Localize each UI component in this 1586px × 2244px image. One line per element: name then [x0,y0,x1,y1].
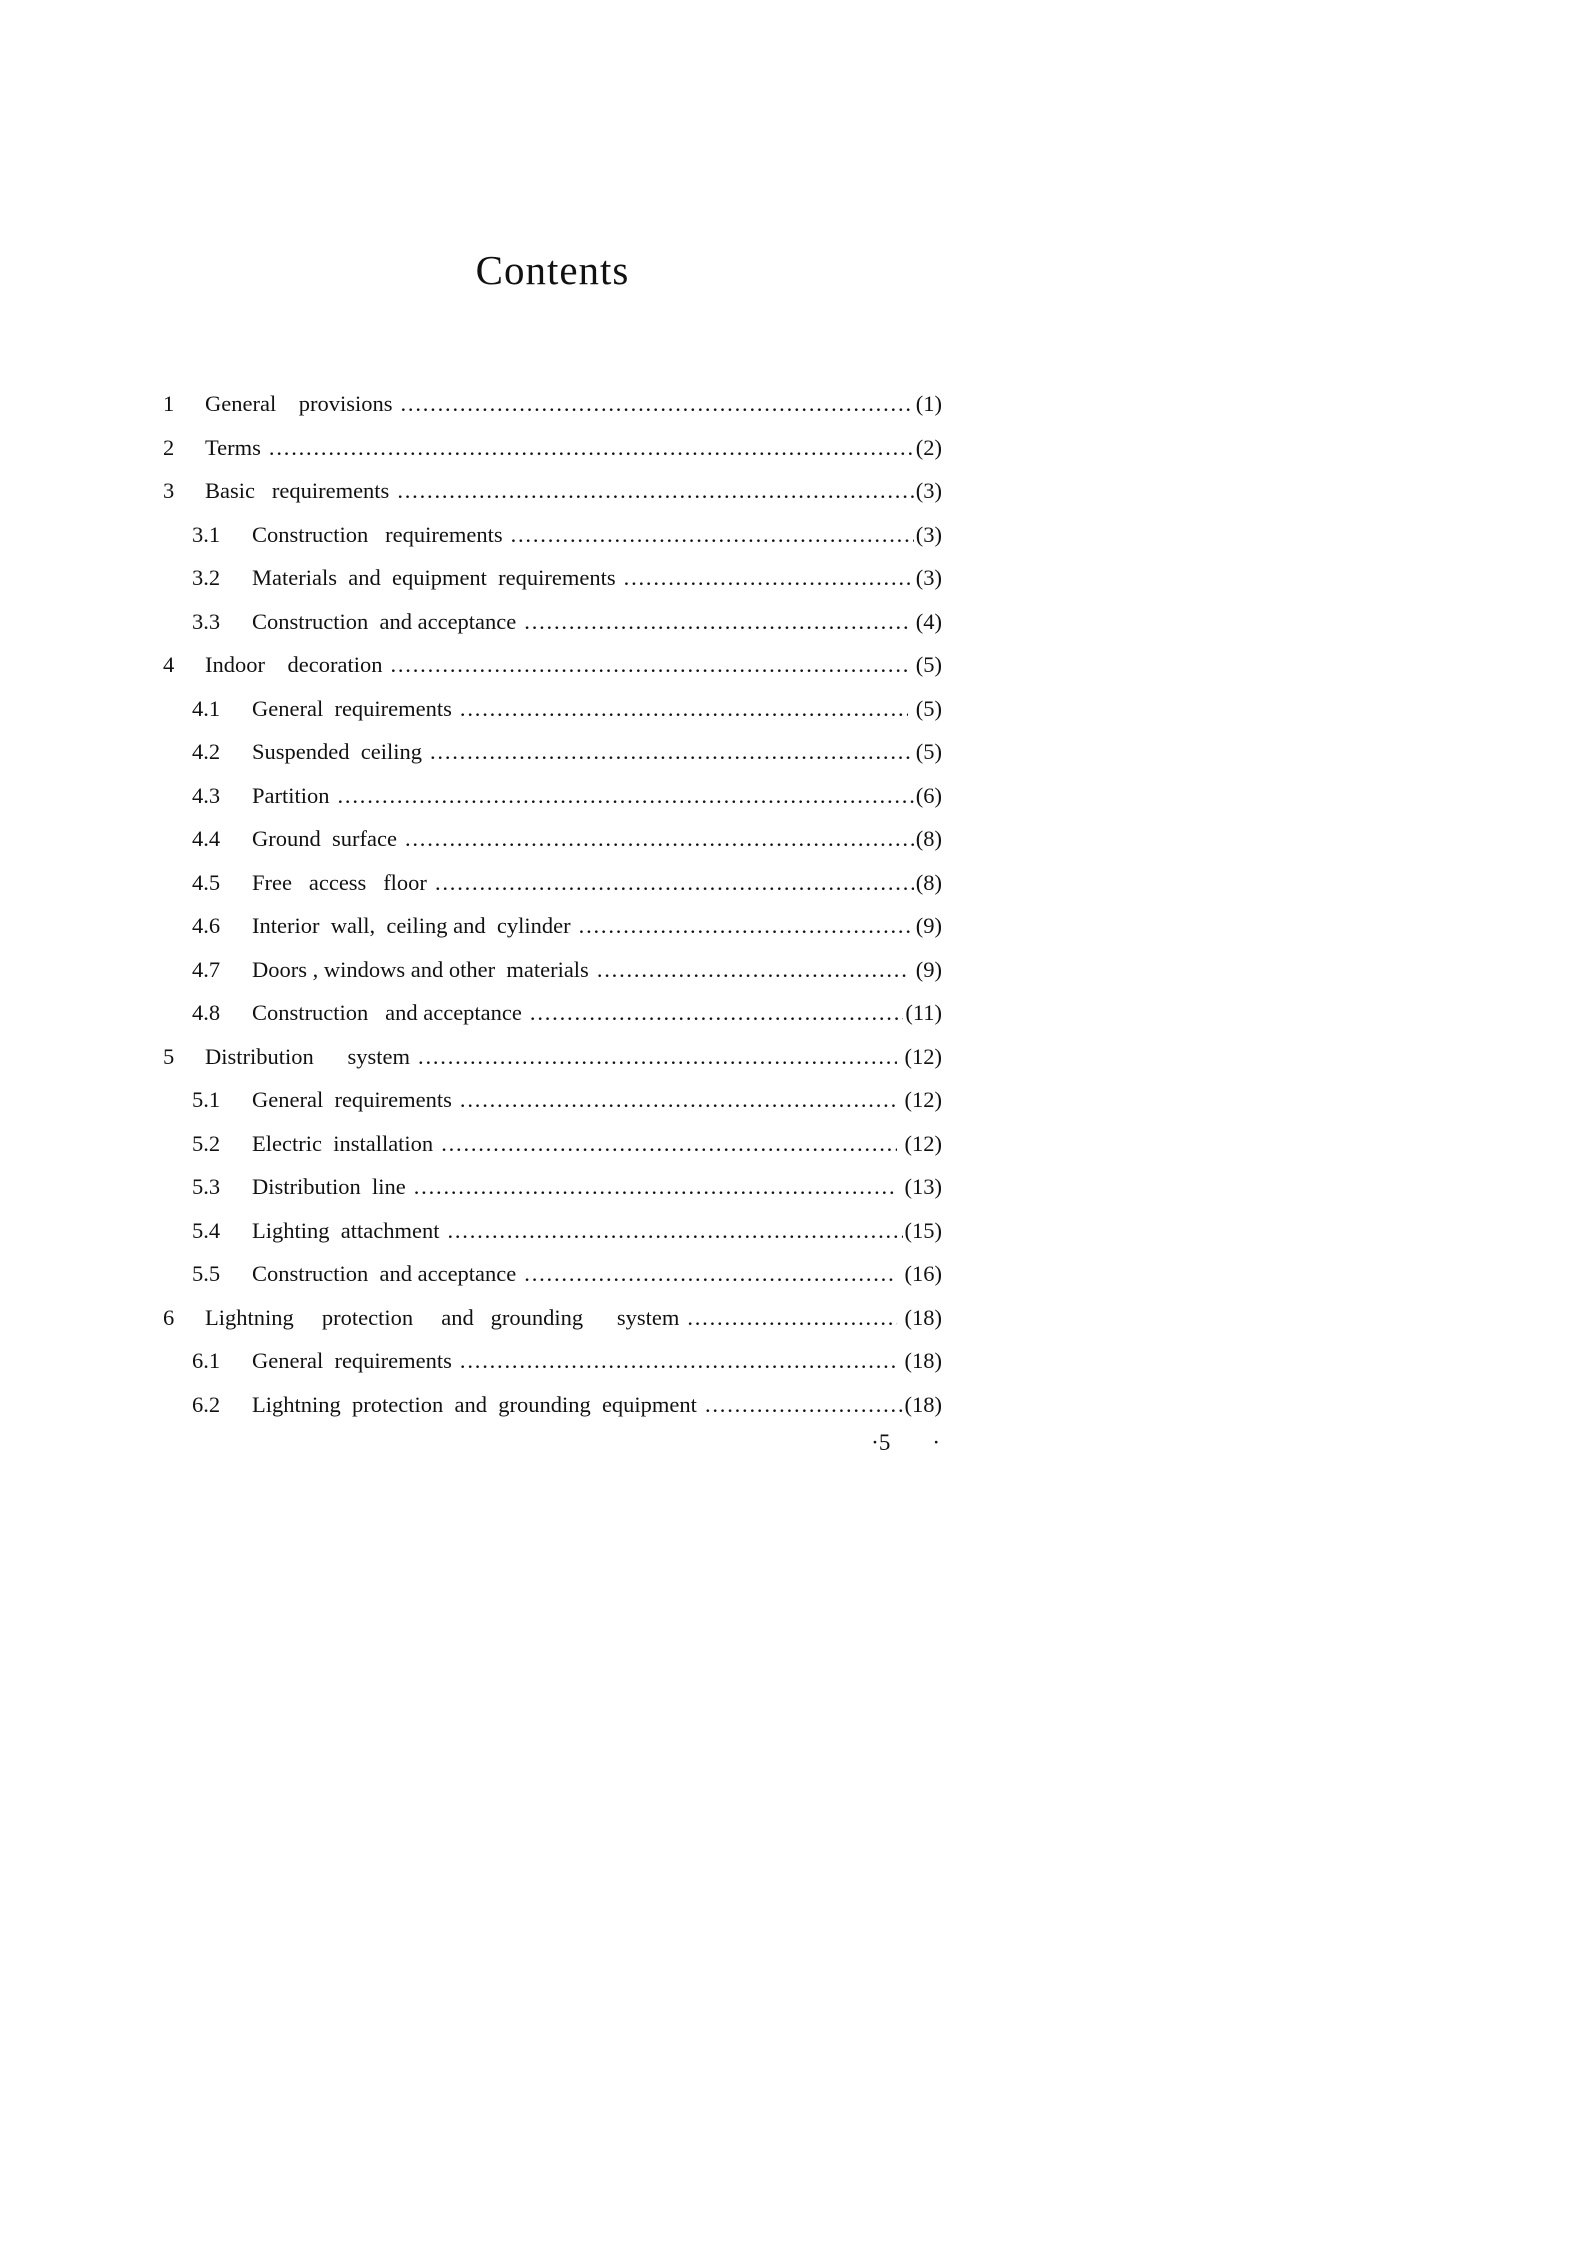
toc-entry [163,556,942,600]
toc-entry-label: Construction and acceptance [252,608,517,634]
toc-entry [163,1209,942,1253]
toc-entry-label: Distribution system [205,1043,411,1069]
toc-entry-label: Lighting attachment [252,1217,440,1243]
toc-page-number: (4) [910,608,942,634]
toc-entry-number: 4.1 [192,695,221,721]
toc-page-number: (3) [915,521,942,547]
toc-page-number: (8) [915,869,942,895]
toc-dots-leader [390,643,908,687]
toc-entry-label: Lightning protection and grounding equipment [252,1391,697,1417]
toc-entry-label: Free access floor [252,869,427,895]
toc-entry-number: 3 [163,478,175,503]
toc-entry-number: 4 [163,652,175,677]
toc-entry-number: 4.5 [192,869,221,895]
toc-entry-label: Construction and acceptance [252,1000,522,1025]
toc-page-number: (18) [898,1304,942,1330]
toc-entry-label: Lightning protection and grounding system [205,1304,680,1330]
toc-entry-number: 3.1 [192,521,221,547]
toc-entry-number: 6.1 [192,1348,221,1373]
toc-dots-leader [524,1252,897,1296]
toc-entry-label: Indoor decoration [205,652,383,677]
toc-entry [163,1296,942,1340]
table-of-contents [163,382,942,1426]
content-column [163,0,942,1456]
toc-entry [163,687,942,731]
footer-page-number: ·5 [871,1430,891,1455]
toc-entry-label: Interior wall, ceiling and cylinder [252,913,571,938]
toc-entry-number: 2 [163,434,175,460]
toc-entry [163,513,942,557]
toc-page-number: (1) [915,391,942,416]
toc-entry [163,991,942,1035]
toc-entry-label: Ground surface [252,826,397,851]
toc-dots-leader [418,1035,897,1079]
toc-entry [163,382,942,426]
toc-entry [163,904,942,948]
toc-entry-label: Terms [205,434,261,460]
toc-page-number: (12) [898,1087,942,1112]
toc-dots-leader [705,1383,903,1427]
toc-entry-number: 6.2 [192,1391,221,1417]
toc-page-number: (12) [898,1130,942,1156]
toc-dots-leader [269,426,914,470]
toc-dots-leader [447,1209,902,1253]
toc-entry-number: 4.2 [192,739,221,764]
toc-dots-leader [338,774,914,818]
toc-dots-leader [441,1122,897,1166]
page-footer [163,1430,942,1456]
toc-entry-number: 5.2 [192,1130,221,1156]
footer-dot: · [932,1430,940,1455]
toc-entry [163,730,942,774]
toc-entry-number: 5.4 [192,1217,221,1243]
toc-entry [163,1035,942,1079]
toc-entry [163,1252,942,1296]
toc-page-number: (3) [915,478,942,503]
toc-page-number: (5) [910,695,942,721]
toc-entry [163,861,942,905]
toc-entry-number: 4.7 [192,956,221,982]
page-title: Contents [475,247,630,293]
toc-entry-label: Distribution line [252,1174,406,1199]
toc-entry-number: 4.3 [192,782,221,808]
toc-dots-leader [624,556,914,600]
toc-dots-leader [435,861,914,905]
toc-entry-number: 5.3 [192,1174,221,1199]
toc-page-number: (9) [910,956,942,982]
toc-page-number: (2) [915,434,942,460]
toc-entry-number: 5 [163,1043,175,1069]
toc-page-number: (18) [898,1348,942,1373]
toc-entry-label: Electric installation [252,1130,434,1156]
toc-dots-leader [397,469,913,513]
toc-page-number: (3) [915,565,942,590]
toc-entry [163,643,942,687]
toc-entry [163,1383,942,1427]
toc-dots-leader [414,1165,897,1209]
toc-page-number: (18) [904,1391,942,1417]
toc-dots-leader [430,730,914,774]
toc-entry [163,600,942,644]
toc-page-number: (6) [915,782,942,808]
toc-entry-label: Materials and equipment requirements [252,565,616,590]
toc-page-number: (5) [915,739,942,764]
toc-entry-label: Construction requirements [252,521,503,547]
toc-entry-label: Partition [252,782,330,808]
toc-entry-label: Doors , windows and other materials [252,956,589,982]
toc-dots-leader [579,904,914,948]
toc-entry [163,469,942,513]
toc-entry-label: General requirements [252,695,452,721]
toc-entry-number: 5.1 [192,1087,221,1112]
toc-page-number: (12) [898,1043,942,1069]
toc-entry [163,948,942,992]
toc-entry-label: Construction and acceptance [252,1261,517,1286]
toc-entry-number: 4.8 [192,1000,221,1025]
toc-entry-label: Basic requirements [205,478,390,503]
toc-entry-label: General provisions [205,391,393,416]
toc-entry [163,1078,942,1122]
toc-entry-number: 3.3 [192,608,221,634]
toc-dots-leader [530,991,903,1035]
toc-page-number: (16) [898,1261,942,1286]
toc-entry [163,817,942,861]
toc-dots-leader [524,600,908,644]
toc-dots-leader [687,1296,897,1340]
toc-entry-number: 3.2 [192,565,221,590]
toc-entry-number: 4.6 [192,913,221,938]
toc-page-number: (11) [905,1000,942,1025]
toc-entry-number: 6 [163,1304,175,1330]
toc-entry-number: 1 [163,391,175,416]
toc-page-number: (13) [898,1174,942,1199]
toc-entry [163,774,942,818]
toc-entry-label: General requirements [252,1348,452,1373]
toc-dots-leader [597,948,908,992]
toc-entry-number: 5.5 [192,1261,221,1286]
toc-dots-leader [511,513,914,557]
toc-dots-leader [460,687,908,731]
toc-entry [163,1165,942,1209]
toc-entry-label: General requirements [252,1087,452,1112]
toc-page-number: (9) [915,913,942,938]
toc-page-number: (8) [915,826,942,851]
toc-entry-number: 4.4 [192,826,221,851]
toc-page-number: (15) [904,1217,942,1243]
toc-dots-leader [400,382,913,426]
toc-entry [163,426,942,470]
toc-entry-label: Suspended ceiling [252,739,422,764]
toc-entry [163,1339,942,1383]
toc-dots-leader [405,817,914,861]
toc-dots-leader [460,1078,897,1122]
toc-page-number: (5) [910,652,942,677]
toc-entry [163,1122,942,1166]
toc-dots-leader [460,1339,897,1383]
